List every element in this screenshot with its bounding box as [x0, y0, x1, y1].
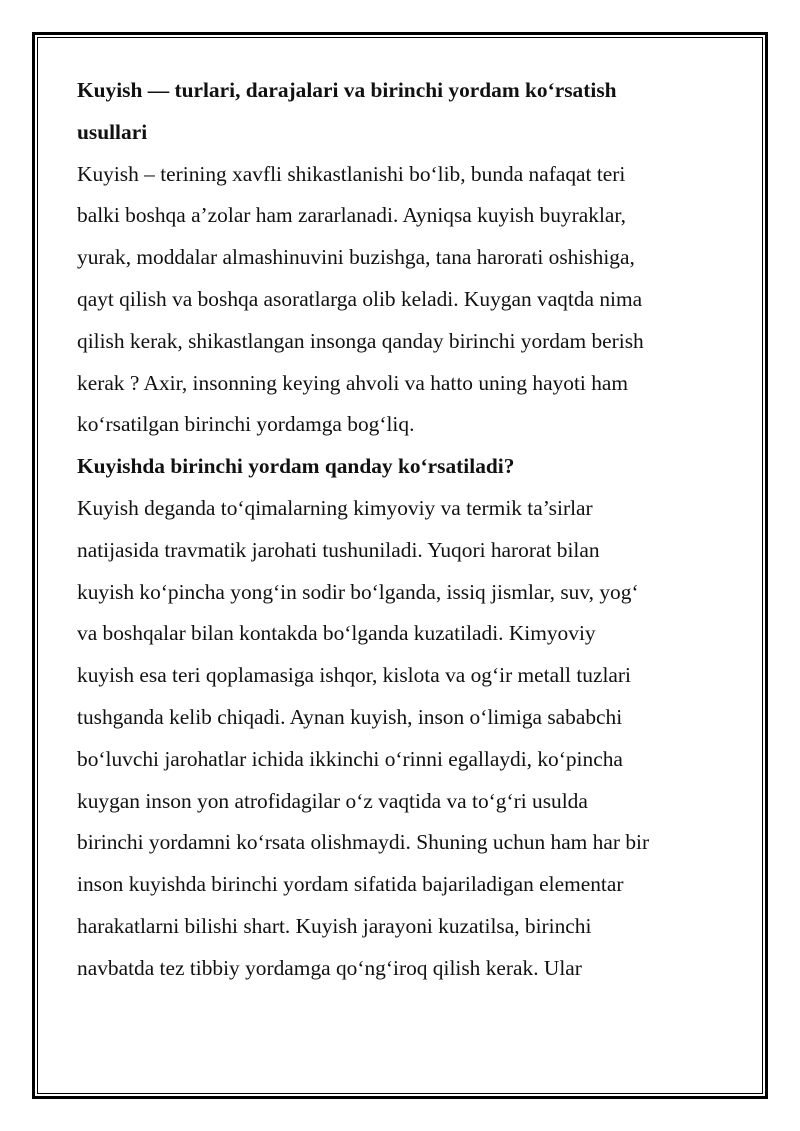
paragraph-line: ko‘rsatilgan birinchi yordamga bog‘liq.: [77, 412, 415, 437]
paragraph-line: kuyish esa teri qoplamasiga ishqor, kislota va og‘ir metall tuzlari: [77, 663, 631, 688]
paragraph-line: va boshqalar bilan kontakda bo‘lganda kuzatiladi. Kimyoviy: [77, 621, 596, 646]
paragraph-line: harakatlarni bilishi shart. Kuyish jarayoni kuzatilsa, birinchi: [77, 913, 592, 938]
paragraph-line: kuyish ko‘pincha yong‘in sodir bo‘lganda, issiq jismlar, suv, yog‘: [77, 579, 639, 604]
paragraph-intro: [77, 154, 727, 447]
paragraph-line: yurak, moddalar almashinuvini buzishga, tana harorati oshishiga,: [77, 245, 635, 270]
paragraph-line: balki boshqa a’zolar ham zararlanadi. Ayniqsa kuyish buyraklar,: [77, 203, 626, 228]
paragraph-line: Kuyish – terining xavfli shikastlanishi bo‘lib, bunda nafaqat teri: [77, 161, 626, 186]
paragraph-line: qayt qilish va boshqa asoratlarga olib keladi. Kuygan vaqtda nima: [77, 286, 643, 311]
section-heading: Kuyishda birinchi yordam qanday ko‘rsatiladi?: [77, 454, 515, 479]
paragraph-line: navbatda tez tibbiy yordamga qo‘ng‘iroq qilish kerak. Ular: [77, 955, 582, 980]
paragraph-line: Kuyish deganda to‘qimalarning kimyoviy va termik ta’sirlar: [77, 495, 593, 520]
paragraph-line: inson kuyishda birinchi yordam sifatida bajariladigan elementar: [77, 872, 624, 897]
paragraph-line: kerak ? Axir, insonning keying ahvoli va hatto uning hayoti ham: [77, 370, 629, 395]
paragraph-line: birinchi yordamni ko‘rsata olishmaydi. Shuning uchun ham har bir: [77, 830, 650, 855]
title-line: Kuyish — turlari, darajalari va birinchi yordam ko‘rsatish: [77, 78, 617, 102]
paragraph-first-aid: [77, 488, 727, 990]
title-line: usullari: [77, 119, 148, 144]
paragraph-line: tushganda kelib chiqadi. Aynan kuyish, inson o‘limiga sababchi: [77, 704, 623, 729]
document-body: [77, 70, 727, 990]
paragraph-line: kuygan inson yon atrofidagilar o‘z vaqtida va to‘g‘ri usulda: [77, 788, 588, 813]
paragraph-line: natijasida travmatik jarohati tushuniladi. Yuqori harorat bilan: [77, 537, 600, 562]
paragraph-line: qilish kerak, shikastlangan insonga qanday birinchi yordam berish: [77, 328, 644, 353]
paragraph-line: bo‘luvchi jarohatlar ichida ikkinchi o‘rinni egallaydi, ko‘pincha: [77, 746, 623, 771]
document-title: [77, 70, 727, 154]
